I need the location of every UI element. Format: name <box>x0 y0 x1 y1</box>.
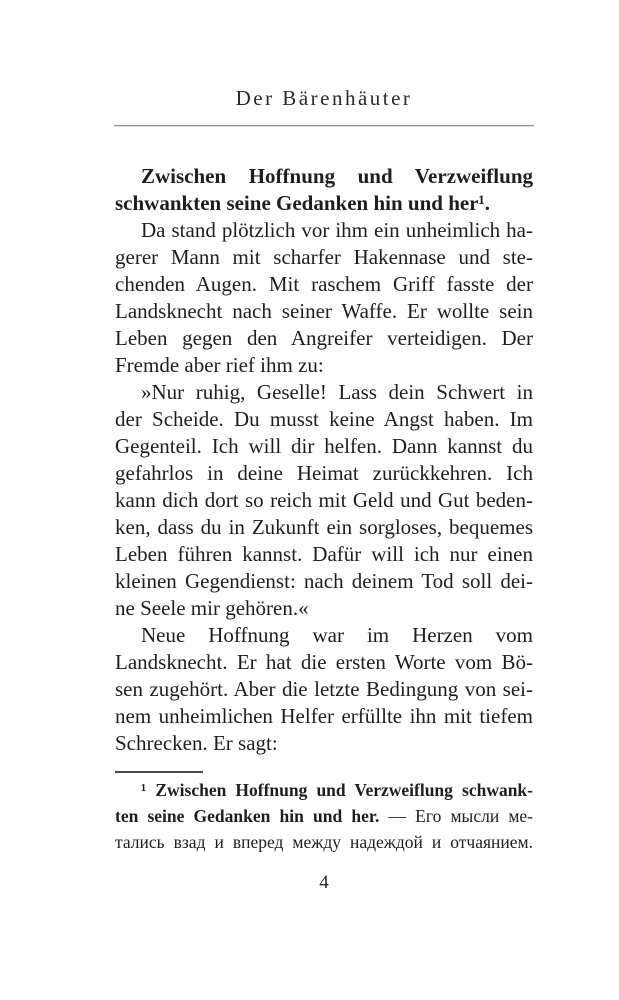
footnote-line <box>115 803 533 829</box>
text-line: ne Seele mir gehören.« <box>115 596 309 620</box>
text-line: Leben führen kannst. Dafür will ich nur einen <box>115 542 533 566</box>
footnote-text-segment: тались взад и вперед между надеждой и отчаянием. <box>115 832 533 852</box>
text-line: chenden Augen. Mit raschem Griff fasste der <box>115 272 533 296</box>
text-line: Fremde aber rief ihm zu: <box>115 353 324 377</box>
footnote-text-segment: ¹ Zwischen Hoffnung und Verzweiflung schwank- <box>141 780 533 800</box>
text-line: kann dich dort so reich mit Geld und Gut beden- <box>115 488 533 512</box>
text-line: kleinen Gegendienst: nach deinem Tod soll dei- <box>115 569 533 593</box>
text-line: Zwischen Hoffnung und Verzweiflung <box>141 164 533 188</box>
paragraph <box>115 163 533 217</box>
text-line: Schrecken. Er sagt: <box>115 731 278 755</box>
header-rule <box>114 125 534 126</box>
text-line: Landsknecht nach seiner Waffe. Er wollte sein <box>115 299 533 323</box>
text-line: sen zugehört. Aber die letzte Bedingung von sei- <box>115 677 533 701</box>
text-line: gerer Mann mit scharfer Hakennase und ste- <box>115 245 533 269</box>
text-line: Neue Hoffnung war im Herzen vom <box>141 623 533 647</box>
text-line: schwankten seine Gedanken hin und her¹. <box>115 191 491 215</box>
text-line: gefahrlos in deine Heimat zurückkehren. Ich <box>115 461 533 485</box>
footnote-line <box>115 777 533 803</box>
text-line: Gegenteil. Ich will dir helfen. Dann kannst du <box>115 434 533 458</box>
footnote-text-segment: — Его мысли ме- <box>379 806 533 826</box>
footnote <box>115 777 533 855</box>
page-number: 4 <box>319 872 329 893</box>
paragraph <box>115 622 533 757</box>
footnote-line <box>115 829 533 855</box>
footnote-rule <box>115 771 203 773</box>
paragraph <box>115 379 533 622</box>
text-line: nem unheimlichen Helfer erfüllte ihn mit tiefem <box>115 704 533 728</box>
text-line: Leben gegen den Angreifer verteidigen. Der <box>115 326 533 350</box>
running-header-title: Der Bärenhäuter <box>235 86 413 110</box>
text-line: der Scheide. Du musst keine Angst haben. Im <box>115 407 533 431</box>
text-line: »Nur ruhig, Geselle! Lass dein Schwert in <box>141 380 533 404</box>
text-line: ken, dass du in Zukunft ein sorgloses, bequemes <box>115 515 533 539</box>
paragraph <box>115 217 533 379</box>
text-line: Landsknecht. Er hat die ersten Worte vom Bö- <box>115 650 533 674</box>
footnote-text-segment: ten seine Gedanken hin und her. <box>115 806 380 826</box>
body-text <box>115 163 533 757</box>
text-line: Da stand plötzlich vor ihm ein unheimlich ha- <box>141 218 533 242</box>
